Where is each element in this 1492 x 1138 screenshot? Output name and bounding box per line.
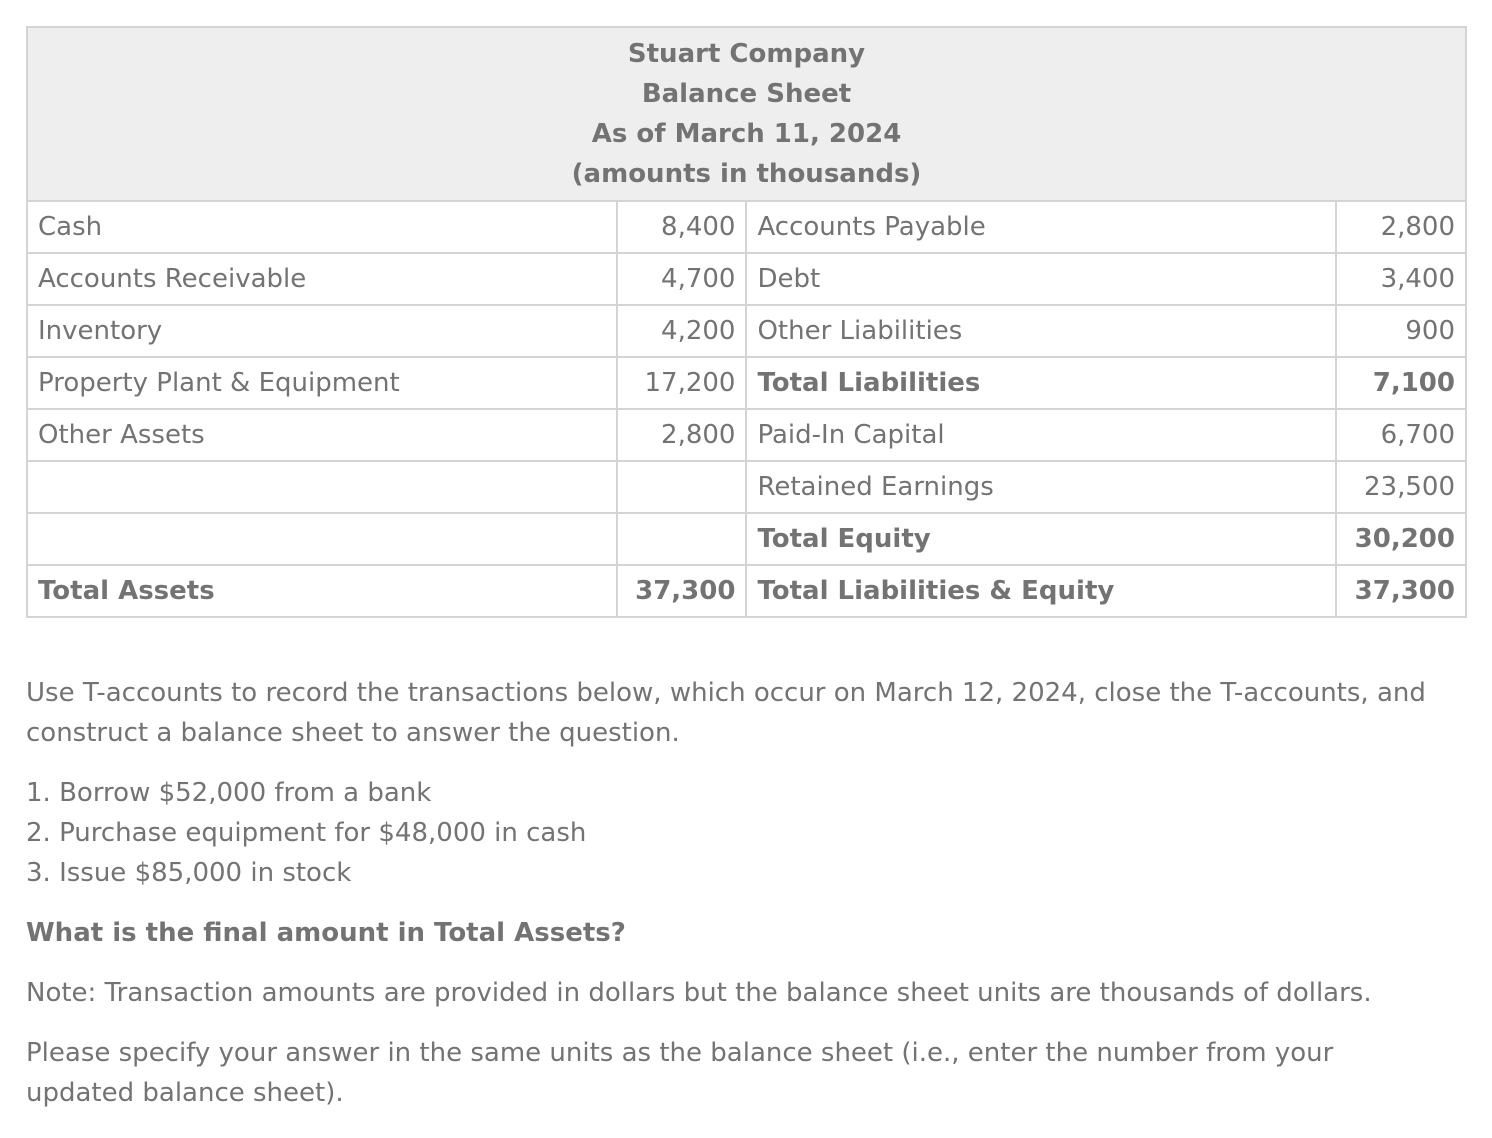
asset-label: Accounts Receivable [27,253,617,305]
liability-label: Accounts Payable [746,201,1336,253]
asset-label: Property Plant & Equipment [27,357,617,409]
asset-value: 8,400 [617,201,747,253]
asset-value: 4,700 [617,253,747,305]
asset-label: Cash [27,201,617,253]
list-item: 1. Borrow $52,000 from a bank [26,778,432,808]
statement-units: (amounts in thousands) [571,159,922,189]
statement-title: Balance Sheet [641,79,852,109]
question-ask: What is the final amount in Total Assets? [26,918,626,948]
liability-label: Debt [746,253,1336,305]
table-row [27,253,1466,305]
total-assets-value: 37,300 [617,565,747,617]
table-row [27,409,1466,461]
asset-label [27,513,617,565]
asset-label: Other Assets [27,409,617,461]
list-item: 3. Issue $85,000 in stock [26,858,352,888]
asset-value: 17,200 [617,357,747,409]
asset-value: 2,800 [617,409,747,461]
equity-value: 6,700 [1336,409,1466,461]
asset-value [617,461,747,513]
table-row [27,357,1466,409]
liability-value: 2,800 [1336,201,1466,253]
total-equity-value: 30,200 [1336,513,1466,565]
equity-label: Retained Earnings [746,461,1336,513]
liability-value: 900 [1336,305,1466,357]
table-row [27,565,1466,617]
statement-date: As of March 11, 2024 [591,119,902,149]
total-liabilities-equity-label: Total Liabilities & Equity [746,565,1336,617]
company-name: Stuart Company [627,39,866,69]
question-instruction: Please specify your answer in the same units as the balance sheet (i.e., enter the number from your updated balance sheet). [26,1038,1334,1108]
equity-value: 23,500 [1336,461,1466,513]
balance-sheet-table [26,26,1467,618]
asset-value [617,513,747,565]
asset-value: 4,200 [617,305,747,357]
equity-label: Paid-In Capital [746,409,1336,461]
balance-sheet-header-row [27,27,1466,201]
total-liabilities-equity-value: 37,300 [1336,565,1466,617]
asset-label: Inventory [27,305,617,357]
liability-value: 3,400 [1336,253,1466,305]
asset-label [27,461,617,513]
liability-label: Other Liabilities [746,305,1336,357]
table-row [27,461,1466,513]
total-equity-label: Total Equity [746,513,1336,565]
table-row [27,305,1466,357]
question-block [26,673,1446,1113]
list-item: 2. Purchase equipment for $48,000 in cash [26,818,587,848]
total-liabilities-label: Total Liabilities [746,357,1336,409]
question-note: Note: Transaction amounts are provided in dollars but the balance sheet units are thousands of dollars. [26,978,1372,1008]
question-intro: Use T-accounts to record the transactions below, which occur on March 12, 2024, close the T-accounts, and construct a balance sheet to answer the question. [26,678,1426,748]
transaction-list [26,773,1446,893]
table-row [27,201,1466,253]
total-liabilities-value: 7,100 [1336,357,1466,409]
total-assets-label: Total Assets [27,565,617,617]
balance-sheet-header [27,27,1466,201]
table-row [27,513,1466,565]
